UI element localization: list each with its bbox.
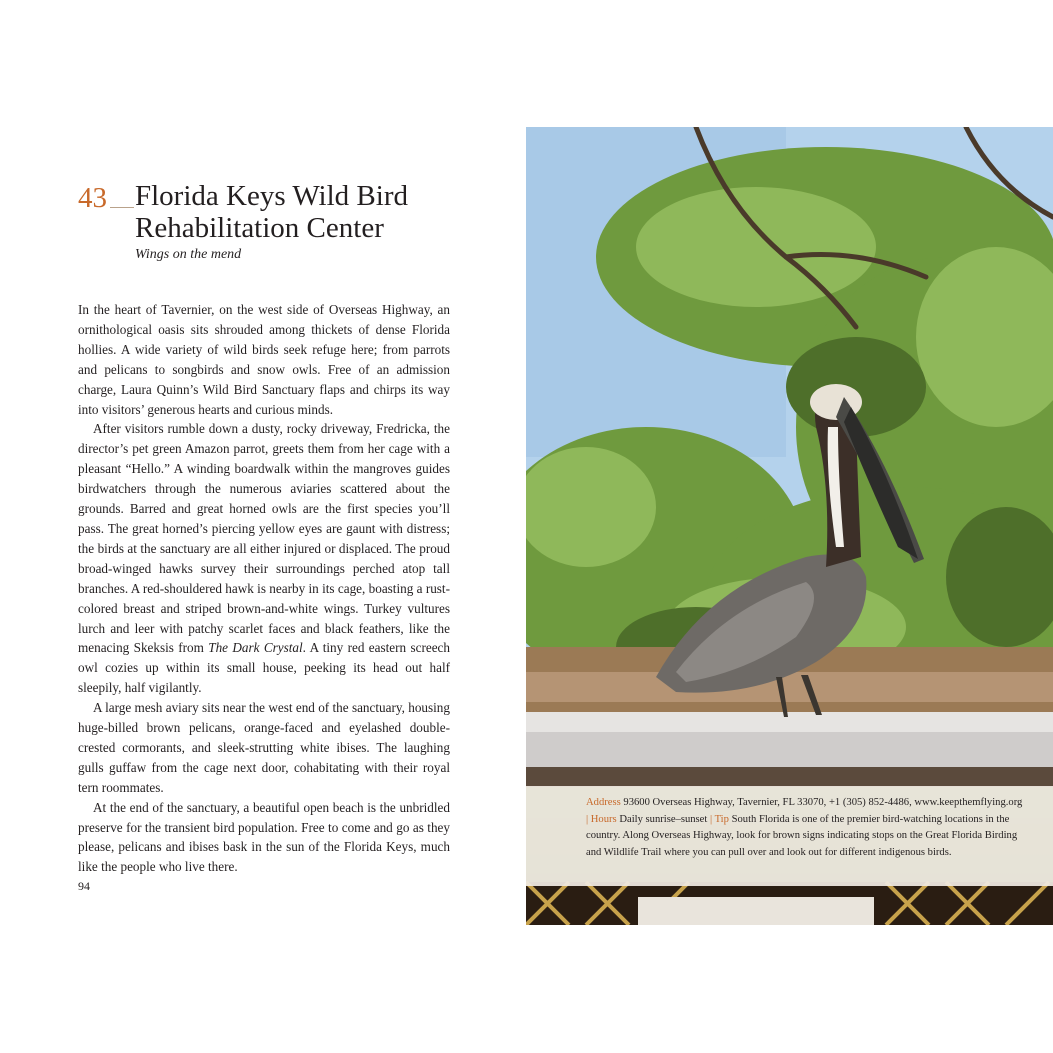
hours-value: Daily sunrise–sunset	[619, 813, 708, 825]
separator: |	[709, 813, 713, 825]
entry-number: 43	[78, 182, 107, 214]
info-box	[526, 786, 1053, 886]
tip-value: South Florida is one of the premier bird-watching locations in the country. Along Overseas Highway, look for brown signs indicating stops on the Great Florida Birding and Wildlife Trail where you can pull over and look out for different indigenous birds.	[586, 813, 1018, 858]
entry-subtitle: Wings on the mend	[135, 247, 242, 262]
info-text	[586, 795, 1026, 861]
article-body	[78, 300, 450, 877]
paragraph: After visitors rumble down a dusty, rocky driveway, Fredricka, the director’s pet green Amazon parrot, greets them from her cage with a pleasant “Hello.” A winding boardwalk within the mangroves guides birdwatchers through the numerous aviaries scattered about the grounds. Barred and great horned owls are the first species you’ll pass. The great horned’s piercing yellow eyes are gaunt with distress; the birds at the sanctuary are all either injured or displaced. The proud broad-winged hawks survey their surroundings perched atop tall branches. A red-shouldered hawk is nearby in its cage, boasting a rust-colored breast and striped brown-and-white wings. Turkey vultures lurch and leer with patchy scarlet faces and black feathers, like the menacing Skeksis from The Dark Crystal. A tiny red eastern screech owl cozies up within its small house, peeking its head out half sleepily, half vigilantly.	[78, 421, 451, 696]
text-page	[78, 0, 450, 1053]
address-label: Address	[586, 797, 621, 808]
paragraph: In the heart of Tavernier, on the west side of Overseas Highway, an ornithological oasis sits shrouded among thickets of dense Florida hollies. A wide variety of wild birds seek refuge here; from parrots and pelicans to songbirds and snow owls. Free of an admission charge, Laura Quinn’s Wild Bird Sanctuary flaps and chirps its way into visitors’ generous hearts and curious minds.	[78, 302, 450, 417]
number-underline	[110, 207, 134, 208]
film-title: The Dark Crystal	[208, 640, 303, 656]
separator: |	[586, 813, 589, 825]
paragraph: A large mesh aviary sits near the west end of the sanctuary, housing huge-billed brown pelicans, orange-faced and eyelashed double-crested cormorants, and sleek-strutting white ibises. The laughing gulls guffaw from the cage next door, cohabitating with their royal tern roommates.	[78, 700, 450, 795]
paragraph: At the end of the sanctuary, a beautiful open beach is the unbridled preserve for the transient bird population. Free to come and go as they please, pelicans and ibises bask in the sun of the Florida Keys, much like the people who live there.	[78, 799, 450, 875]
tip-label: Tip	[714, 813, 729, 825]
page-number: 94	[78, 879, 90, 893]
address-value: 93600 Overseas Highway, Tavernier, FL 33070, +1 (305) 852-4486, www.keepthemflying.org	[623, 797, 1023, 808]
entry-title: Florida Keys Wild Bird Rehabilitation Center	[135, 180, 408, 244]
hours-label: Hours	[590, 813, 617, 825]
